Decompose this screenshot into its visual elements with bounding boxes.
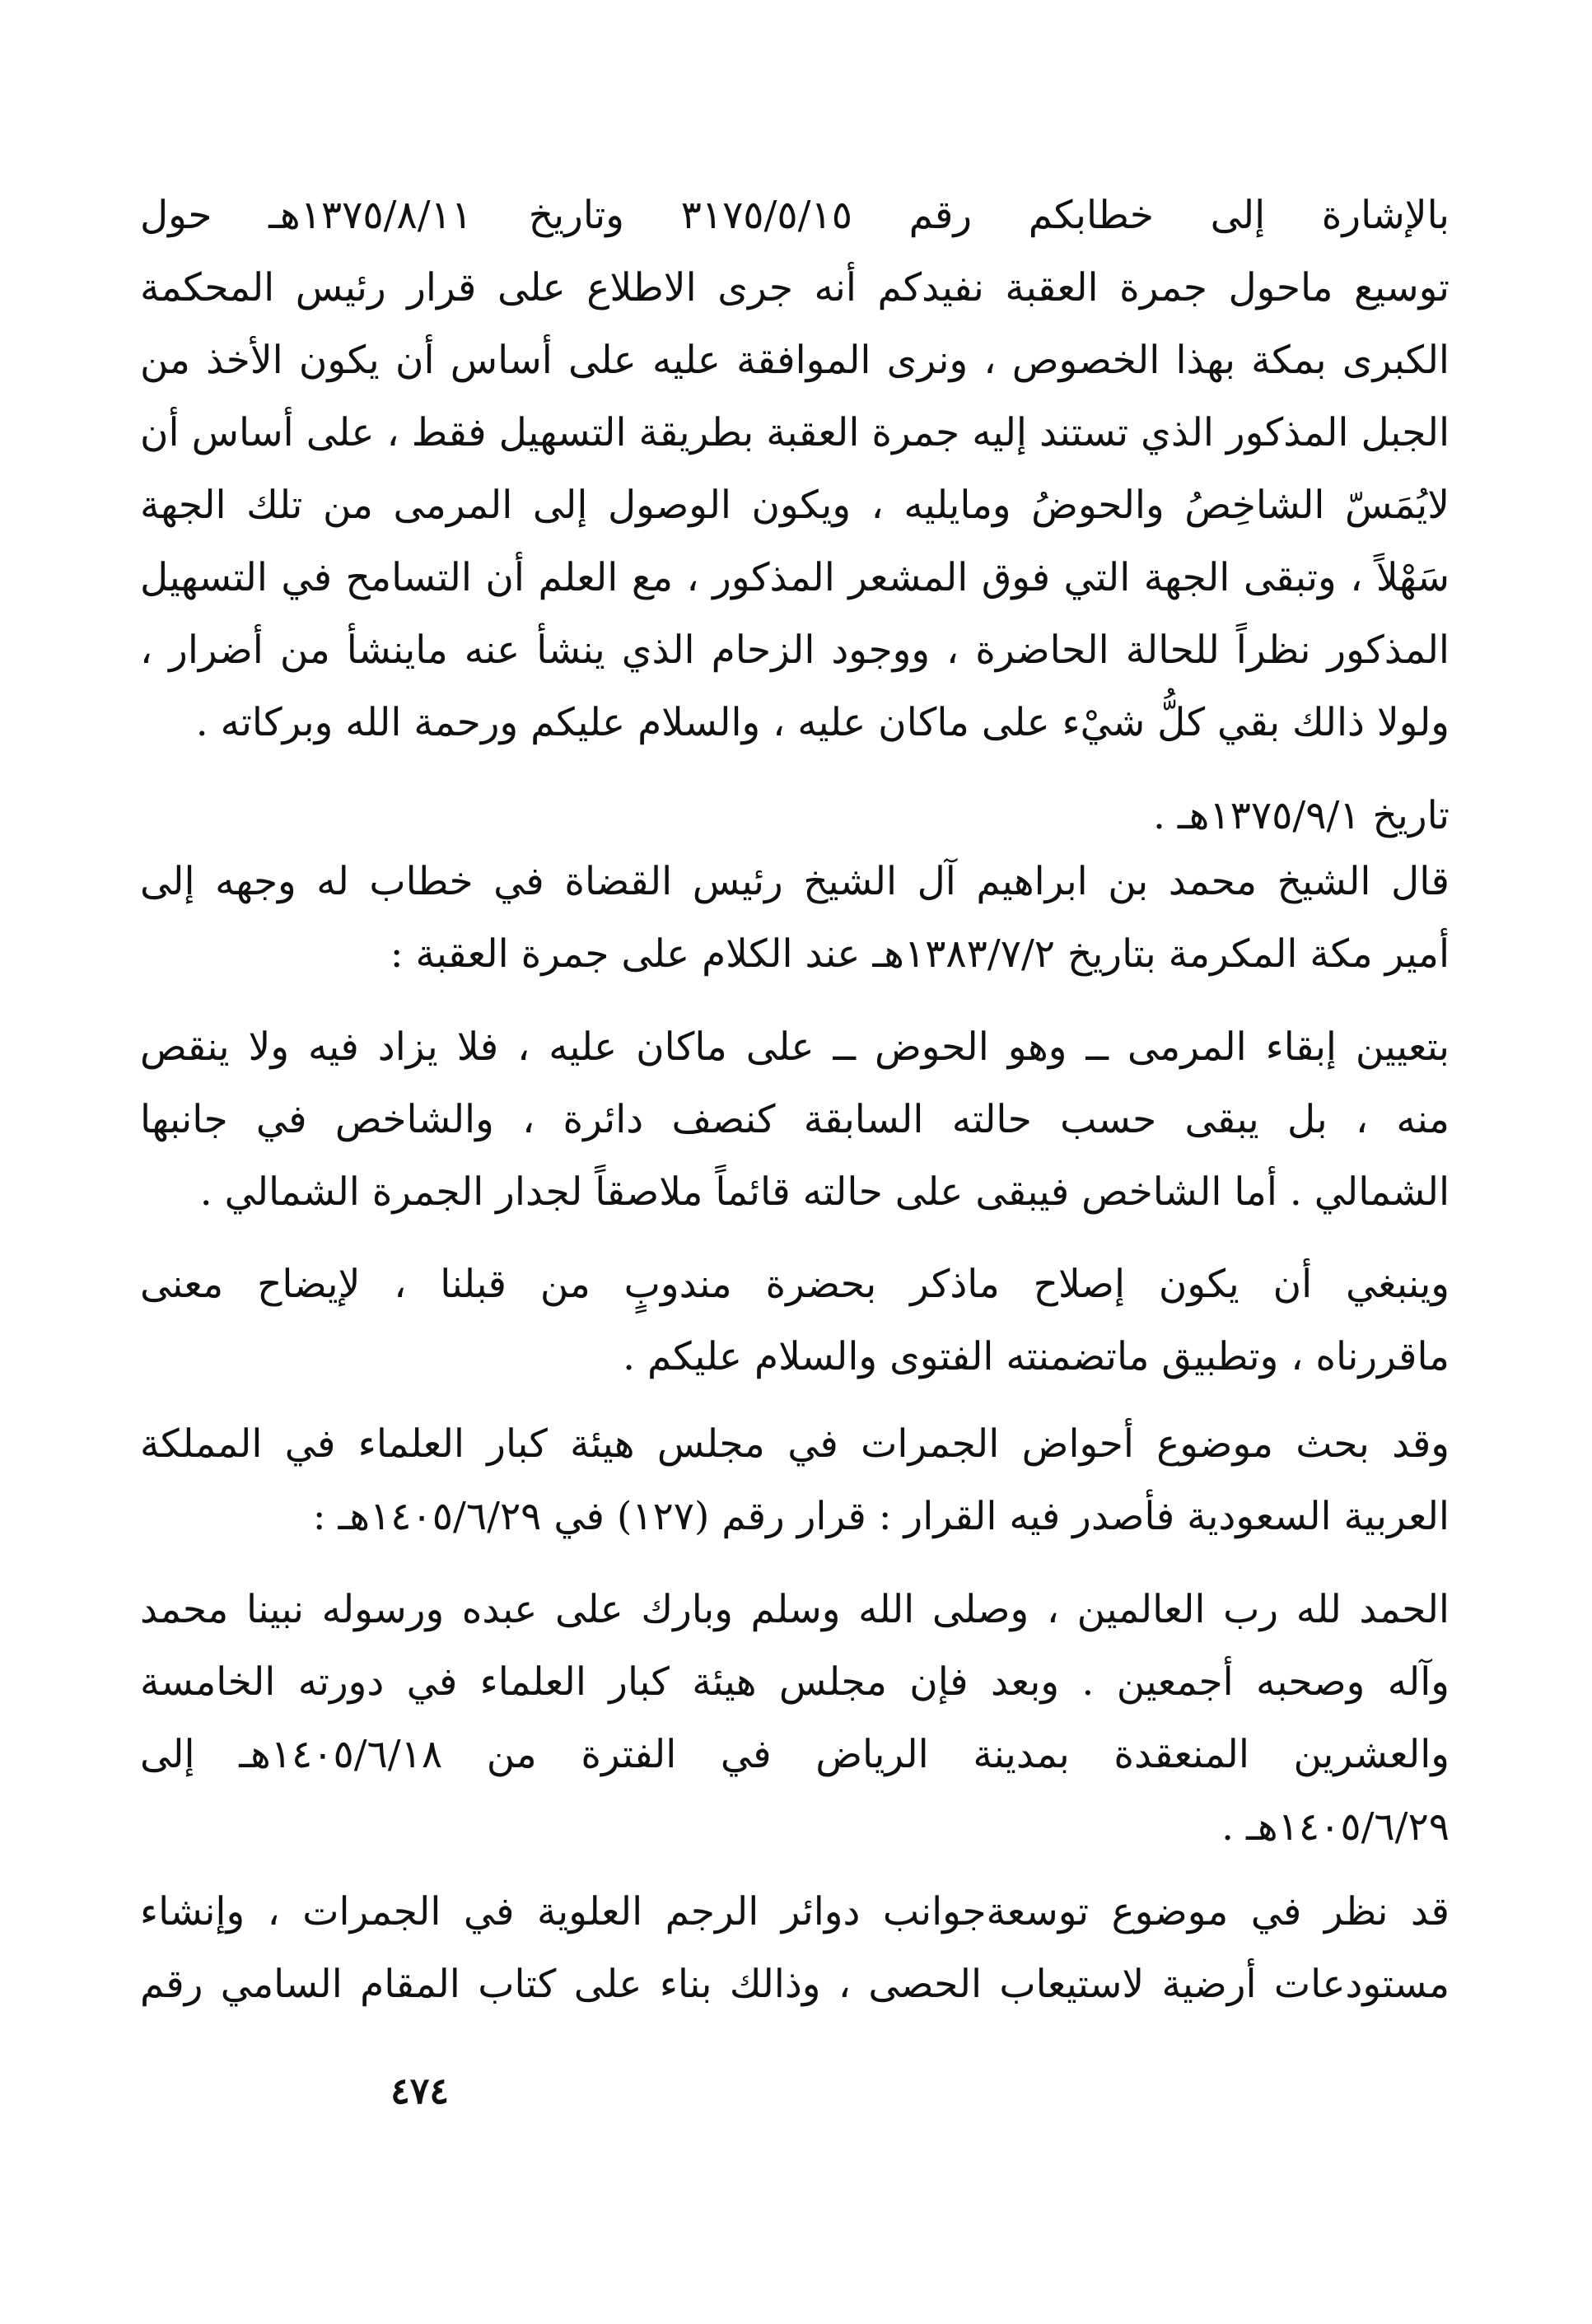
paragraph-letter-date [140,780,1450,852]
text-line: الجبل المذكور الذي تستند إليه جمرة العقبة بطريقة التسهيل فقط ، على أساس أن [140,410,1450,455]
paragraph-council-decision [140,1574,1450,1864]
page-number: ٤٧٤ [390,2070,449,2112]
text-line: ماقررناه ، وتطبيق ماتضمنته الفتوى والسلام عليكم . [623,1334,1450,1379]
text-line: وقد بحث موضوع أحواض الجمرات في مجلس هيئة كبار العلماء في المملكة [140,1421,1450,1467]
text-line: الشمالي . أما الشاخص فيبقى على حالته قائماً ملاصقاً لجدار الجمرة الشمالي . [199,1169,1450,1215]
text-line: ١٤٠٥/٦/٢٩هـ . [1221,1804,1450,1850]
text-line: وينبغي أن يكون إصلاح ماذكر بحضرة مندوبٍ من قبلنا ، لإيضاح معنى [140,1262,1450,1307]
text-line: الكبرى بمكة بهذا الخصوص ، ونرى الموافقة عليه على أساس أن يكون الأخذ من [140,338,1450,383]
paragraph-sheikh-intro [140,846,1450,991]
text-line: بالإشارة إلى خطابكم رقم ٣١٧٥/٥/١٥ وتاريخ ١٣٧٥/٨/١١هـ حول [140,193,1450,238]
text-line: الحمد لله رب العالمين ، وصلى الله وسلم وبارك على عبده ورسوله نبينا محمد [140,1587,1450,1632]
paragraph-letter-body [140,180,1450,759]
text-line: بتعيين إبقاء المرمى ــ وهو الحوض ــ على ماكان عليه ، فلا يزاد فيه ولا ينقص [140,1024,1450,1070]
text-line: توسيع ماحول جمرة العقبة نفيدكم أنه جرى الاطلاع على قرار رئيس المحكمة [140,265,1450,310]
paragraph-council-consideration [140,1876,1450,2021]
paragraph-sheikh-quote-1 [140,1011,1450,1229]
text-line: قال الشيخ محمد بن ابراهيم آل الشيخ رئيس القضاة في خطاب له وجهه إلى [140,859,1450,904]
text-line: أمير مكة المكرمة بتاريخ ١٣٨٣/٧/٢هـ عند الكلام على جمرة العقبة : [390,931,1450,977]
text-line: وآله وصحبه أجمعين . وبعد فإن مجلس هيئة كبار العلماء في دورته الخامسة [140,1659,1450,1705]
paragraph-sheikh-quote-2 [140,1248,1450,1393]
text-line: المذكور نظراً للحالة الحاضرة ، ووجود الزحام الذي ينشأ عنه ماينشأ من أضرار ، [140,628,1450,673]
text-line: تاريخ ١٣٧٥/٩/١هـ . [1152,793,1450,838]
text-line: والعشرين المنعقدة بمدينة الرياض في الفترة من ١٤٠٥/٦/١٨هـ إلى [140,1732,1450,1777]
text-line: لايُمَسّ الشاخِصُ والحوضُ ومايليه ، ويكون الوصول إلى المرمى من تلك الجهة [140,483,1450,528]
text-line: العربية السعودية فأصدر فيه القرار : قرار رقم (١٢٧) في ١٤٠٥/٦/٢٩هـ : [312,1494,1450,1539]
text-line: مستودعات أرضية لاستيعاب الحصى ، وذالك بناء على كتاب المقام السامي رقم [140,1962,1450,2007]
text-line: قد نظر في موضوع توسعةجوانب دوائر الرجم العلوية في الجمرات ، وإنشاء [140,1889,1450,1934]
paragraph-council-intro [140,1408,1450,1553]
text-line: ولولا ذالك بقي كلُّ شيْء على ماكان عليه ، والسلام عليكم ورحمة الله وبركاته . [195,700,1450,745]
text-line: سَهْلاً ، وتبقى الجهة التي فوق المشعر المذكور ، مع العلم أن التسامح في التسهيل [140,555,1450,600]
text-line: منه ، بل يبقى حسب حالته السابقة كنصف دائرة ، والشاخص في جانبها [140,1097,1450,1142]
